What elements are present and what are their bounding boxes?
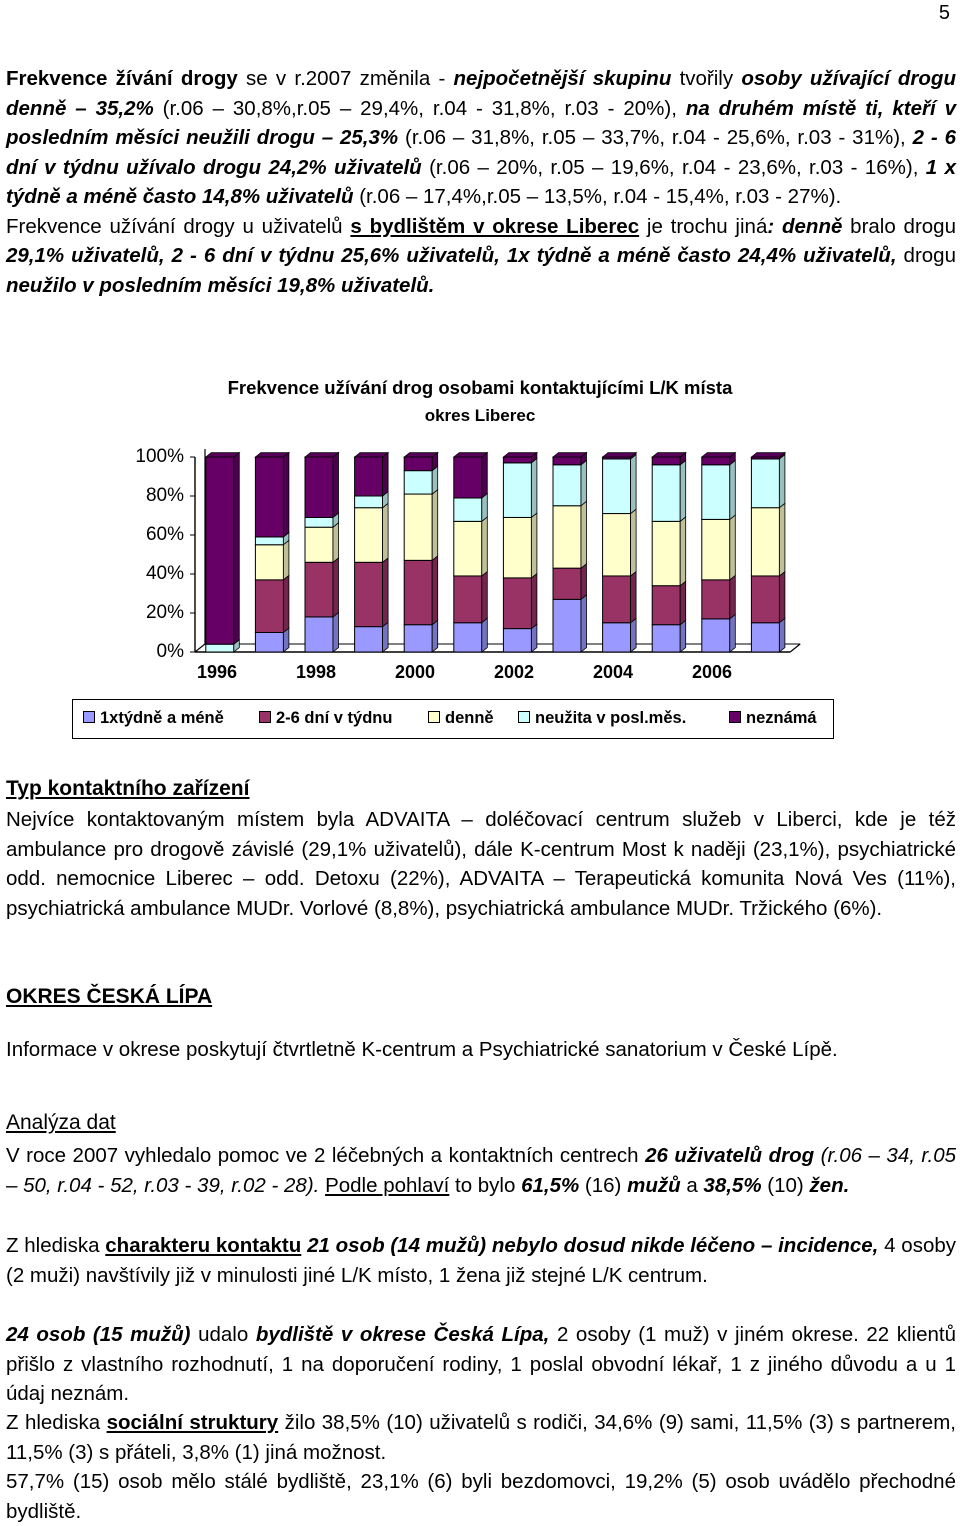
analyza-text: Z hlediska bbox=[6, 1411, 107, 1434]
bar-segment bbox=[603, 459, 631, 514]
legend-item bbox=[259, 709, 392, 728]
bar-segment-side bbox=[482, 453, 488, 498]
bar-segment bbox=[255, 580, 283, 633]
legend-item bbox=[428, 709, 494, 728]
bar-segment-side bbox=[581, 595, 587, 652]
y-tick-label: 80% bbox=[145, 485, 184, 506]
intro-text: drogu bbox=[896, 244, 956, 267]
analyza-paragraph-5: 57,7% (15) osob mělo stálé bydliště, 23,1% (6) byli bezdomovci, 19,2% (5) osob uvádělo přechodné bydliště. bbox=[6, 1470, 956, 1523]
section-heading-typ: Typ kontaktního zařízení bbox=[6, 777, 250, 800]
bar-segment-side bbox=[531, 513, 537, 578]
intro-text: : bbox=[767, 214, 782, 238]
chart-bars bbox=[206, 453, 785, 652]
bar-segment bbox=[206, 457, 234, 644]
bar-top bbox=[603, 453, 637, 457]
bar-segment-side bbox=[432, 620, 438, 652]
intro-emphasis: nejpočetnější skupinu bbox=[453, 67, 672, 90]
bar-segment bbox=[355, 457, 383, 496]
bar-segment bbox=[355, 627, 383, 652]
analyza-charakter-kontaktu: charakteru kontaktu bbox=[105, 1234, 302, 1257]
x-axis-end bbox=[790, 644, 800, 652]
bar-segment-side bbox=[779, 572, 785, 623]
bar-top bbox=[255, 453, 289, 457]
bar-segment-side bbox=[581, 460, 587, 505]
bar-segment-side bbox=[383, 622, 389, 652]
chart-title: Frekvence užívání drog osobami kontaktujícími L/K místa bbox=[227, 377, 733, 398]
bar-segment bbox=[603, 576, 631, 623]
bar-segment bbox=[553, 465, 581, 506]
bar-segment bbox=[454, 521, 482, 576]
intro-emphasis: denně bbox=[782, 214, 843, 238]
bar-segment-side bbox=[779, 618, 785, 652]
bar-top bbox=[553, 453, 587, 457]
bar-segment bbox=[702, 619, 730, 652]
bar-segment-side bbox=[730, 515, 736, 580]
bar-segment-side bbox=[333, 558, 339, 617]
bar-segment-side bbox=[333, 523, 339, 563]
bar-segment-side bbox=[432, 556, 438, 625]
x-tick-label: 2006 bbox=[691, 662, 733, 682]
bar-segment bbox=[404, 560, 432, 624]
analyza-emphasis: 26 uživatelů drog bbox=[645, 1144, 815, 1167]
bar-segment-side bbox=[482, 618, 488, 652]
bar-segment bbox=[255, 457, 283, 537]
intro-text: (r.06 – 30,8%,r.05 – 29,4%, r.04 - 31,8%, r.03 - 20%), bbox=[153, 96, 686, 120]
bar-segment-side bbox=[531, 458, 537, 517]
bar-segment bbox=[454, 576, 482, 623]
intro-emphasis: neužilo v posledním měsíci 19,8% uživatelů. bbox=[6, 273, 435, 297]
bar-segment bbox=[404, 494, 432, 560]
bar-segment bbox=[702, 580, 730, 619]
bar-top bbox=[404, 453, 438, 457]
y-tick-label: 20% bbox=[145, 602, 184, 623]
bar-segment-side bbox=[730, 614, 736, 652]
bar-segment-side bbox=[680, 517, 686, 586]
bar-segment-side bbox=[680, 460, 686, 521]
legend-label: 1xtýdně a méně bbox=[100, 709, 224, 727]
legend-label: 2-6 dní v týdnu bbox=[276, 709, 393, 727]
bar-segment bbox=[404, 471, 432, 494]
intro-emphasis: 1 x týdně a méně často 14,8% uživatelů bbox=[6, 155, 956, 208]
intro-text: je trochu jiná bbox=[639, 214, 768, 238]
analyza-paragraph-2 bbox=[6, 1231, 956, 1290]
analyza-paragraph-3 bbox=[6, 1320, 956, 1409]
bar-segment bbox=[652, 586, 680, 625]
bar-segment-side bbox=[680, 581, 686, 624]
section-heading-okres: OKRES ČESKÁ LÍPA bbox=[6, 985, 213, 1008]
bar-segment bbox=[652, 465, 680, 522]
bar-top bbox=[652, 453, 686, 457]
legend-swatch bbox=[428, 711, 440, 723]
bar-segment bbox=[553, 568, 581, 599]
intro-text: (r.06 – 17,4%,r.05 – 13,5%, r.04 - 15,4%, r.03 - 27%). bbox=[353, 185, 842, 208]
bar-segment-side bbox=[482, 517, 488, 576]
legend-item bbox=[518, 709, 686, 728]
y-tick-label: 60% bbox=[145, 524, 184, 545]
bar-segment bbox=[751, 459, 779, 508]
legend-label: neužita v posl.měs. bbox=[535, 709, 687, 727]
bar-segment-side bbox=[234, 453, 240, 645]
analyza-paragraph-1 bbox=[6, 1141, 956, 1200]
bar-top bbox=[751, 453, 785, 457]
analyza-socialni-struktura: sociální struktury bbox=[106, 1411, 279, 1434]
analyza-emphasis: mužů bbox=[627, 1173, 681, 1197]
analyza-text: to bylo bbox=[449, 1173, 522, 1197]
bar-segment bbox=[553, 506, 581, 568]
legend-label: denně bbox=[445, 709, 494, 727]
section-heading-analyza: Analýza dat bbox=[6, 1111, 116, 1134]
bar-top bbox=[503, 453, 537, 457]
x-tick-label: 1996 bbox=[196, 662, 238, 682]
y-tick-label: 0% bbox=[156, 641, 184, 662]
bar-segment bbox=[305, 457, 333, 517]
bar-segment-side bbox=[333, 453, 339, 518]
bar-segment bbox=[751, 508, 779, 576]
analyza-text: Z hlediska bbox=[6, 1234, 106, 1257]
bar-segment bbox=[503, 517, 531, 577]
analyza-emphasis: bydliště v okrese Česká Lípa, bbox=[255, 1323, 550, 1346]
y-tick-label: 40% bbox=[145, 563, 184, 584]
analyza-emphasis: 38,5% bbox=[703, 1173, 762, 1197]
bar-segment bbox=[355, 508, 383, 563]
bar-segment bbox=[751, 623, 779, 652]
bar-segment-side bbox=[383, 453, 389, 496]
chart-subtitle: okres Liberec bbox=[424, 406, 536, 425]
intro-emphasis: 29,1% uživatelů, 2 - 6 dní v týdnu 25,6% uživatelů, 1x týdně a méně často 24,4% uživatelů, bbox=[6, 244, 897, 267]
intro-text: se v r.2007 změnila - bbox=[237, 67, 454, 90]
bar-top bbox=[206, 453, 240, 457]
analyza-text: 2 osoby (1 muž) v jiném okrese. 22 klientů přišlo z vlastního rozhodnutí, 1 na doporučení rodiny, 1 poslal obvodní lékař, 1 z jiného důvodu a u 1 údaj neznám. bbox=[6, 1323, 957, 1405]
bar-segment bbox=[305, 562, 333, 617]
bar-segment-side bbox=[680, 620, 686, 652]
intro-emphasis: na druhém místě ti, kteří v posledním měsíci neužili drogu – 25,3% bbox=[6, 96, 956, 149]
y-axis-back bbox=[195, 449, 205, 652]
intro-text: bralo drogu bbox=[842, 214, 956, 238]
bar-segment bbox=[553, 599, 581, 652]
bar-segment bbox=[652, 625, 680, 652]
bar-segment bbox=[603, 514, 631, 576]
bar-segment-side bbox=[383, 503, 389, 562]
chart-legend bbox=[72, 699, 834, 739]
bar-segment bbox=[255, 537, 283, 545]
bar-segment-side bbox=[333, 613, 339, 653]
intro-emphasis: osoby užívající drogu denně – 35,2% bbox=[6, 67, 956, 120]
analyza-emphasis: 21 osob (14 mužů) nebylo dosud nikde léčeno – incidence, bbox=[307, 1234, 879, 1257]
analyza-paragraph-4 bbox=[6, 1408, 956, 1467]
bar-segment bbox=[454, 623, 482, 652]
bar-segment-side bbox=[581, 501, 587, 568]
bar-segment-side bbox=[779, 455, 785, 508]
intro-liberec-label: s bydlištěm v okrese Liberec bbox=[350, 214, 640, 238]
bar-top bbox=[305, 453, 339, 457]
bar-segment bbox=[503, 463, 531, 518]
bar-segment-side bbox=[631, 572, 637, 623]
y-tick-label: 100% bbox=[135, 446, 184, 467]
bar-segment bbox=[454, 457, 482, 498]
bar-segment bbox=[503, 578, 531, 629]
analyza-emphasis: žen. bbox=[809, 1173, 850, 1197]
page-number: 5 bbox=[938, 2, 950, 24]
bar-segment bbox=[603, 623, 631, 652]
bar-segment-side bbox=[631, 455, 637, 514]
bar-segment-side bbox=[581, 564, 587, 600]
bar-segment bbox=[404, 625, 432, 652]
legend-item bbox=[83, 709, 224, 728]
bar-segment-side bbox=[531, 574, 537, 629]
legend-swatch bbox=[259, 711, 271, 723]
bar-segment bbox=[404, 457, 432, 471]
okres-paragraph: Informace v okrese poskytují čtvrtletně K-centrum a Psychiatrické sanatorium v České Lípě. bbox=[6, 1038, 838, 1061]
analyza-text: 4 osoby (2 muži) navštívily již v minulosti jiné L/K místo, 1 žena již stejné L/K centrum. bbox=[6, 1234, 957, 1287]
bar-segment bbox=[255, 545, 283, 580]
bar-segment bbox=[206, 644, 234, 652]
bar-top bbox=[454, 453, 488, 457]
analyza-emphasis: 24 osob (15 mužů) bbox=[6, 1323, 191, 1346]
intro-emphasis: 2 - 6 dní v týdnu užívalo drogu 24,2% uživatelů bbox=[6, 126, 956, 179]
bar-segment bbox=[454, 498, 482, 521]
bar-segment bbox=[751, 576, 779, 623]
bar-segment bbox=[652, 457, 680, 465]
bar-segment bbox=[503, 629, 531, 652]
analyza-text: (10) bbox=[761, 1173, 810, 1197]
x-tick-label: 2004 bbox=[592, 662, 634, 682]
bar-segment bbox=[553, 457, 581, 465]
bar-segment-side bbox=[383, 558, 389, 627]
bar-segment bbox=[355, 496, 383, 508]
x-tick-label: 2002 bbox=[493, 662, 535, 682]
intro-text: (r.06 – 31,8%, r.05 – 33,7%, r.04 - 25,6%, r.03 - 31%), bbox=[398, 126, 913, 149]
stacked-bar-chart bbox=[0, 0, 960, 700]
bar-segment-side bbox=[631, 618, 637, 652]
x-tick-label: 2000 bbox=[394, 662, 436, 682]
bar-segment bbox=[305, 517, 333, 527]
bar-segment bbox=[305, 527, 333, 562]
analyza-emphasis: 61,5% bbox=[521, 1173, 580, 1197]
intro-text: Frekvence užívání drogy u uživatelů bbox=[6, 214, 351, 238]
bar-segment-side bbox=[283, 453, 289, 537]
bar-top bbox=[355, 453, 389, 457]
bar-segment bbox=[702, 519, 730, 579]
bar-segment bbox=[702, 465, 730, 520]
bar-segment-side bbox=[432, 490, 438, 561]
bar-segment bbox=[355, 562, 383, 626]
bar-top bbox=[702, 453, 736, 457]
bar-segment-side bbox=[631, 509, 637, 576]
bar-segment-side bbox=[482, 572, 488, 623]
analyza-text: V roce 2007 vyhledalo pomoc ve 2 léčebných a kontaktních centrech bbox=[6, 1144, 646, 1167]
analyza-text: udalo bbox=[190, 1323, 256, 1346]
bar-segment-side bbox=[730, 575, 736, 618]
analyza-text: (r.06 – 34, r.05 – 50, r.04 - 52, r.03 - 39, r.02 - 28). bbox=[6, 1144, 957, 1197]
analyza-podle-pohlavi: Podle pohlaví bbox=[325, 1173, 450, 1197]
intro-text: (r.06 – 20%, r.05 – 19,6%, r.04 - 23,6%, r.03 - 16%), bbox=[421, 155, 926, 179]
legend-swatch bbox=[518, 711, 530, 723]
intro-text: tvořily bbox=[671, 67, 742, 90]
analyza-text: žilo 38,5% (10) uživatelů s rodiči, 34,6% (9) sami, 11,5% (3) s partnerem, 11,5% (3) s přáteli, 3,8% (1) jiná možnost. bbox=[6, 1411, 956, 1464]
bar-segment-side bbox=[283, 540, 289, 580]
legend-label: neznámá bbox=[746, 709, 817, 727]
intro-frekvence-label: Frekvence žívání drogy bbox=[6, 67, 238, 90]
bar-segment bbox=[702, 457, 730, 465]
analyza-text: (16) bbox=[579, 1173, 628, 1197]
bar-segment bbox=[255, 633, 283, 653]
x-tick-label: 1998 bbox=[295, 662, 337, 682]
legend-swatch bbox=[729, 711, 741, 723]
typ-paragraph: Nejvíce kontaktovaným místem byla ADVAITA – doléčovací centrum služeb v Liberci, kde je též ambulance pro drogově závislé (29,1% uživatelů), dále K-centrum Most k naději (23,1%), psychiatrické odd. nemocnice Liberec – odd. Detoxu (22%), ADVAITA – Terapeutická komunita Nová Ves (11%), psychiatrická ambulance MUDr. Vorlové (8,8%), psychiatrická ambulance MUDr. Tržického (6%). bbox=[6, 808, 956, 920]
bar-segment bbox=[305, 617, 333, 652]
legend-item bbox=[729, 709, 817, 728]
bar-segment-side bbox=[283, 575, 289, 632]
legend-swatch bbox=[83, 711, 95, 723]
bar-segment-side bbox=[730, 460, 736, 519]
analyza-text: a bbox=[680, 1173, 704, 1197]
bar-segment-side bbox=[779, 503, 785, 576]
bar-segment bbox=[652, 521, 680, 585]
bar-segment bbox=[503, 457, 531, 463]
